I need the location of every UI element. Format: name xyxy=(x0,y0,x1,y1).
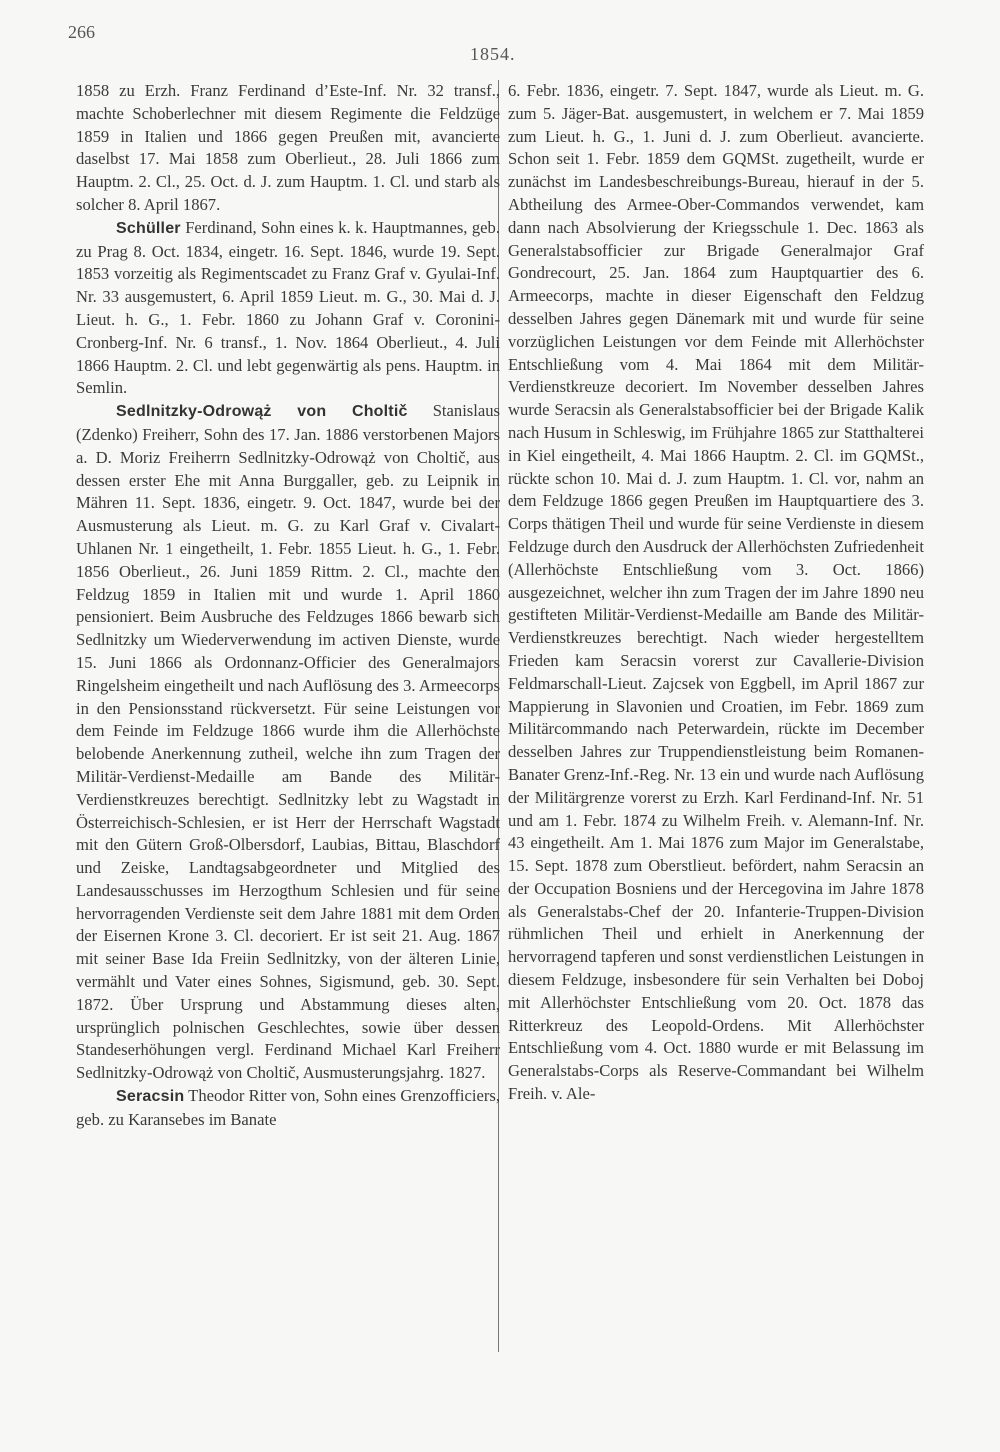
entry-text: Stanislaus (Zdenko) Freiherr, Sohn des 17. Jan. 1886 verstorbenen Majors a. D. Moriz Freiherrn Sedlnitzky-Odrowąż von Choltič, aus dessen erster Ehe mit Anna Burggaller, geb. zu Leipnik in Mähren 11. Sept. 1836, eingetr. 9. Oct. 1847, wurde bei der Ausmusterung als Lieut. m. G. zu Karl Graf v. Civalart-Uhlanen Nr. 1 eingetheilt, 1. Febr. 1855 Lieut. h. G., 1. Febr. 1856 Oberlieut., 26. Juni 1859 Rittm. 2. Cl., machte den Feldzug 1859 in Italien mit und wurde 1. April 1860 pensioniert. Beim Ausbruche des Feldzuges 1866 bewarb sich Sedlnitzky um Wiederverwendung im activen Dienste, wurde 15. Juni 1866 als Ordonnanz-Officier des Generalmajors Ringelsheim eingetheilt und nach Auflösung des 3. Armeecorps in den Pensionsstand rückversetzt. Für seine Leistungen vor dem Feinde im Feldzuge 1866 wurde ihm die Allerhöchste belobende Anerkennung zutheil, welche ihn zum Tragen der Militär-Verdienst-Medaille am Bande des Militär-Verdienstkreuzes berechtigt. Sedlnitzky lebt zu Wagstadt in Österreichisch-Schlesien, er ist Herr der Herrschaft Wagstadt mit den Gütern Groß-Olbersdorf, Laubias, Bittau, Blaschdorf und Zeiske, Landtagsabgeordneter und Mitglied des Landesausschusses im Herzogthum Schlesien und für seine hervorragenden Verdienste seit dem Jahre 1881 mit dem Orden der Eisernen Krone 3. Cl. decoriert. Er ist seit 21. Aug. 1867 mit seiner Base Ida Freiin Sedlnitzky, von der älteren Linie, vermählt und Vater eines Sohnes, Sigismund, geb. 30. Sept. 1872. Über Ursprung und Abstammung dieses alten, ursprünglich polnischen Geschlechtes, sowie über dessen Standeserhöhungen vergl. Ferdinand Michael Karl Freiherr Sedlnitzky-Odrowąż von Choltič, Ausmusterungsjahrg. 1827. xyxy=(76,401,500,1083)
entry-surname: Schüller xyxy=(116,219,181,237)
entry-seracsin xyxy=(76,1085,500,1132)
page-number: 266 xyxy=(68,22,95,42)
entry-sedlnitzky xyxy=(76,400,500,1085)
entry-schueller xyxy=(76,217,500,400)
entry-surname: Seracsin xyxy=(116,1088,185,1106)
entry-surname: Sedlnitzky-Odrowąż von Choltič xyxy=(116,403,408,421)
paragraph-continuation: 6. Febr. 1836, eingetr. 7. Sept. 1847, wurde als Lieut. m. G. zum 5. Jäger-Bat. ausgemustert, in welchem er 7. Mai 1859 zum Lieut. h. G., 1. Juni d. J. zum Oberlieut. avancierte. Schon seit 1. Febr. 1859 dem GQMSt. zugetheilt, wurde er zunächst im Landesbeschreibungs-Bureau, hierauf in der 5. Abtheilung des Armee-Ober-Commandos verwendet, kam dann nach Absolvierung der Kriegsschule 1. Dec. 1863 als Generalstabsofficier zur Brigade Generalmajor Graf Gondrecourt, 25. Jan. 1864 zum Hauptquartier des 6. Armeecorps, machte in dieser Eigenschaft den Feldzug desselben Jahres gegen Dänemark mit und wurde für seine vorzüglichen Leistungen vor dem Feinde mit Allerhöchster Entschließung vom 4. Mai 1864 mit dem Militär-Verdienstkreuze decoriert. Im November desselben Jahres wurde Seracsin als Generalstabsofficier bei der Brigade Kalik nach Husum in Schleswig, im Frühjahre 1865 zur Statthalterei in Kiel eingetheilt, 4. Mai 1866 Hauptm. 2. Cl. im GQMSt., rückte schon 10. Mai d. J. zum Hauptm. 1. Cl. vor, nahm an dem Feldzuge 1866 gegen Preußen im Hauptquartiere des 3. Corps thätigen Theil und wurde für seine Verdienste in diesem Feldzuge durch den Ausdruck der Allerhöchsten Zufriedenheit (Allerhöchste Entschließung vom 3. Oct. 1866) ausgezeichnet, welcher ihn zum Tragen der im Jahre 1890 neu gestifteten Militär-Verdienst-Medaille am Bande des Militär-Verdienstkreuzes berechtigt. Nach wieder hergestelltem Frieden kam Seracsin vorerst zur Cavallerie-Division Feldmarschall-Lieut. Zajcsek von Eggbell, im April 1867 zur Mappierung in Slavonien und Croatien, im Febr. 1869 zum Militärcommando nach Peterwardein, rückte im December desselben Jahres zur Truppendienstleistung beim Romanen-Banater Grenz-Inf.-Reg. Nr. 13 ein und wurde nach Auflösung der Militärgrenze vorerst zu Erzh. Karl Ferdinand-Inf. Nr. 51 und am 1. Febr. 1874 zu Wilhelm Freih. v. Alemann-Inf. Nr. 43 eingetheilt. Am 1. Mai 1876 zum Major im Generalstabe, 15. Sept. 1878 zum Oberstlieut. befördert, nahm Seracsin an der Occupation Bosniens und der Hercegovina im Jahre 1878 als Generalstabs-Chef der 20. Infanterie-Truppen-Division rühmlichen Theil und erhielt in Anerkennung der hervorragend tapferen und sonst verdienstlichen Leistungen in diesem Feldzuge, insbesondere für sein Verhalten bei Doboj mit Allerhöchster Entschließung vom 20. Oct. 1878 das Ritterkreuz des Leopold-Ordens. Mit Allerhöchster Entschließung vom 4. Oct. 1880 wurde er mit Belassung im Generalstabs-Corps als Reserve-Commandant bei Wilhelm Freih. v. Ale- xyxy=(508,81,924,1104)
paragraph-continuation: 1858 zu Erzh. Franz Ferdinand d’Este-Inf. Nr. 32 transf., machte Schoberlechner mit diesem Regimente die Feldzüge 1859 in Italien und 1866 gegen Preußen mit, avancierte daselbst 17. Mai 1858 zum Oberlieut., 28. Juli 1866 zum Hauptm. 2. Cl., 25. Oct. d. J. zum Hauptm. 1. Cl. und starb als solcher 8. April 1867. xyxy=(76,81,500,214)
left-column xyxy=(76,80,500,1132)
entry-text: Theodor Ritter von, Sohn eines Grenzofficiers, geb. zu Karansebes im Banate xyxy=(76,1086,500,1129)
running-head: 1854. xyxy=(470,44,516,64)
right-column xyxy=(508,80,924,1106)
entry-text: Ferdinand, Sohn eines k. k. Hauptmannes, geb. zu Prag 8. Oct. 1834, eingetr. 16. Sept. 1846, wurde 19. Sept. 1853 vorzeitig als Regimentscadet zu Franz Graf v. Gyulai-Inf. Nr. 33 ausgemustert, 6. April 1859 Lieut. m. G., 30. Mai d. J. Lieut. h. G., 1. Febr. 1860 zu Johann Graf v. Coronini-Cronberg-Inf. Nr. 6 transf., 1. Nov. 1864 Oberlieut., 4. Juli 1866 Hauptm. 2. Cl. und lebt gegenwärtig als pens. Hauptm. in Semlin. xyxy=(76,217,500,398)
